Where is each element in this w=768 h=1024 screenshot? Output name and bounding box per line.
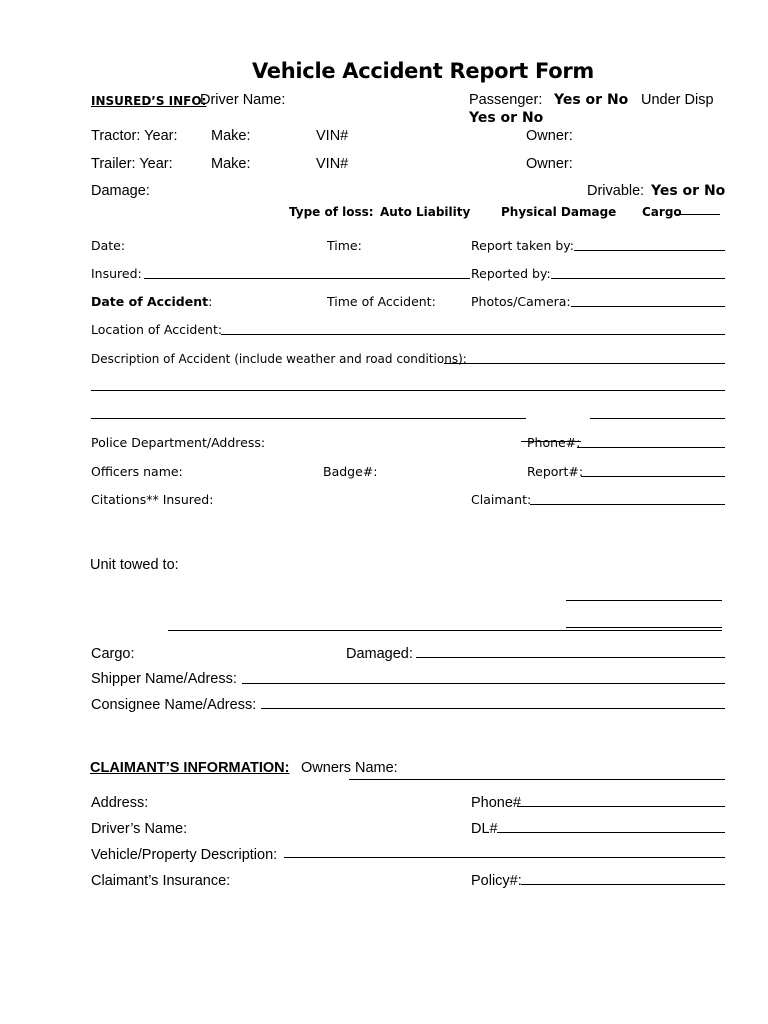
damaged-label: Damaged: [346,646,413,662]
description-field-line-3b[interactable] [590,418,725,419]
report-number-label: Report#: [527,464,584,479]
driver-name-label: Driver Name: [200,92,286,108]
shipper-label: Shipper Name/Adress: [91,671,237,687]
policy-field[interactable] [521,884,725,885]
report-number-field[interactable] [581,476,725,477]
vehicle-property-field[interactable] [284,857,725,858]
cargo-option: Cargo [642,205,682,219]
page-title: Vehicle Accident Report Form [252,59,594,83]
time-of-accident-label: Time of Accident: [327,294,436,309]
police-phone-label: Phone#: [527,435,581,450]
description-field-line-1[interactable] [444,363,725,364]
date-of-accident-label [91,296,212,309]
description-field-line-3a[interactable] [91,418,526,419]
passenger-label: Passenger: [469,92,543,108]
insured-label: Insured: [91,266,142,281]
claimant-label: Claimant: [471,492,532,507]
date-of-accident-text: Date of Accident [91,294,209,309]
claimant-address-label: Address: [91,795,149,811]
owners-name-label: Owners Name: [301,760,398,776]
report-taken-by-label: Report taken by: [471,238,574,253]
report-taken-by-field[interactable] [574,250,725,251]
insured-section-label: INSURED’S INFO: [91,94,207,108]
citations-insured-label: Citations** Insured: [91,492,214,507]
reported-by-field[interactable] [551,278,725,279]
towed-field-line-2b[interactable] [566,627,722,628]
photos-camera-label: Photos/Camera: [471,294,571,309]
claimant-drivers-name-label: Driver’s Name: [91,821,188,837]
description-field-line-2[interactable] [91,390,725,391]
claimant-phone-label: Phone# [471,795,521,811]
shipper-field[interactable] [242,683,725,684]
location-of-accident-field[interactable] [221,334,725,335]
vehicle-property-label: Vehicle/Property Description: [91,847,278,863]
time-label: Time: [327,238,362,253]
auto-liability-option: Auto Liability [380,205,471,219]
photos-camera-field[interactable] [571,306,725,307]
claimant-phone-field[interactable] [517,806,725,807]
damaged-field[interactable] [416,657,725,658]
passenger-yes-no: Yes or No [554,92,629,108]
date-of-accident-colon: : [208,294,213,309]
under-disp-yes-no: Yes or No [469,110,544,126]
claimant-field[interactable] [530,504,725,505]
officers-name-label: Officers name: [91,464,183,479]
unit-towed-to-label: Unit towed to: [90,557,179,573]
type-of-loss-label: Type of loss: [289,205,374,219]
towed-field-line-2[interactable] [168,630,722,631]
cargo-line [676,214,720,215]
consignee-label: Consignee Name/Adress: [91,697,257,713]
claimants-insurance-label: Claimant’s Insurance: [91,873,231,889]
reported-by-label: Reported by: [471,266,551,281]
insured-field[interactable] [144,278,470,279]
tractor-owner-label: Owner: [526,128,573,144]
trailer-vin-label: VIN# [316,156,349,172]
owners-name-field[interactable] [349,779,725,780]
description-label: Description of Accident (include weather and road conditions): [91,352,467,366]
trailer-owner-label: Owner: [526,156,573,172]
drivable-label: Drivable: [587,183,645,199]
damage-label: Damage: [91,183,150,199]
claimant-section-label: CLAIMANT’S INFORMATION: [90,760,290,776]
cargo-label: Cargo: [91,646,135,662]
consignee-field[interactable] [261,708,725,709]
police-phone-field[interactable] [577,447,725,448]
under-disp-label: Under Disp [641,92,714,108]
phone-strikethrough [521,441,581,442]
towed-field-line-1[interactable] [566,600,722,601]
date-label: Date: [91,238,126,253]
trailer-make-label: Make: [211,156,251,172]
badge-label: Badge#: [323,464,378,479]
police-department-label: Police Department/Address: [91,435,266,450]
claimant-dl-field[interactable] [497,832,725,833]
drivable-yes-no: Yes or No [651,183,726,199]
tractor-vin-label: VIN# [316,128,349,144]
physical-damage-option: Physical Damage [501,205,617,219]
policy-label: Policy#: [471,873,522,889]
trailer-year-label: Trailer: Year: [91,156,173,172]
tractor-make-label: Make: [211,128,251,144]
tractor-year-label: Tractor: Year: [91,128,178,144]
location-of-accident-label: Location of Accident: [91,322,223,337]
claimant-dl-label: DL# [471,821,498,837]
